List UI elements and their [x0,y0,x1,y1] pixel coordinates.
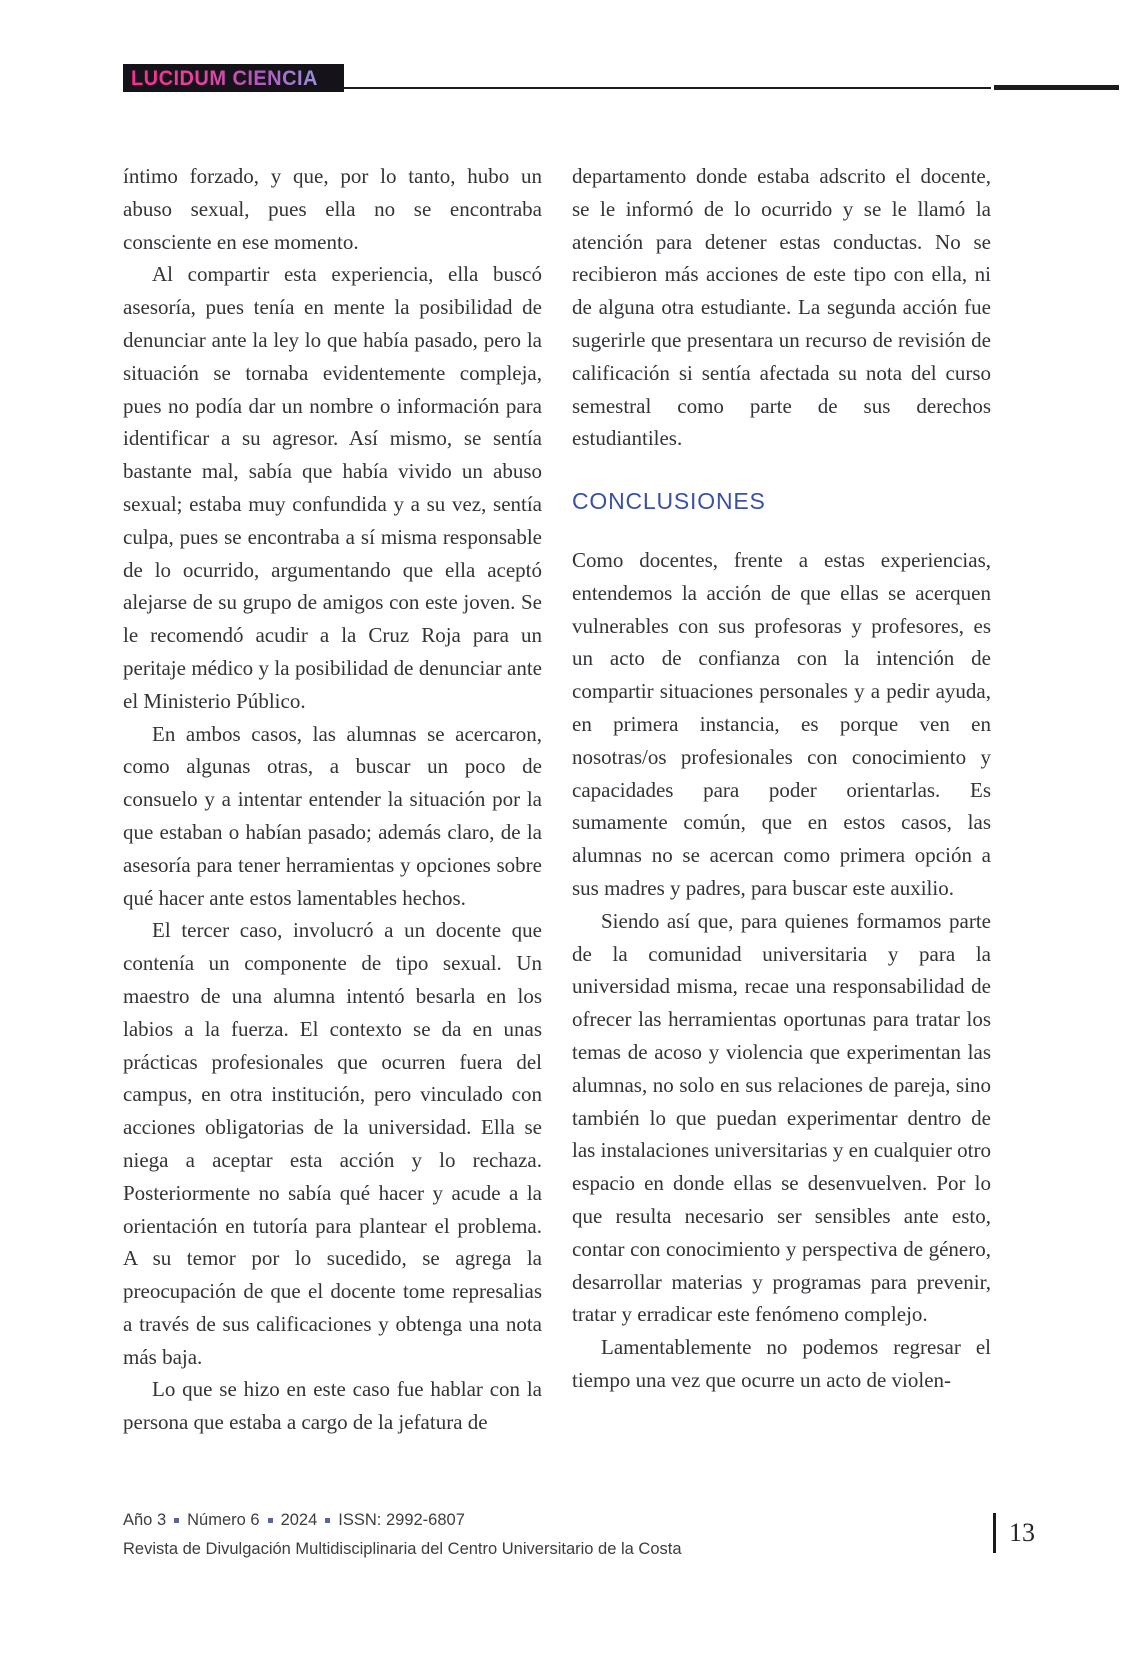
paragraph: Lamentablemente no podemos regresar el tiempo una vez que ocurre un acto de violen- [572,1335,991,1392]
paragraph: departamento donde estaba adscrito el docente, se le informó de lo ocurrido y se le llamó la atención para detener estas conductas. No se recibieron más acciones de este tipo con ella, ni de alguna otra estudiante. La segunda acción fue sugerirle que presentara un recurso de revisión de calificación si sentía afectada su nota del curso semestral como parte de sus derechos estudiantiles. [572,164,991,451]
right-column [572,160,991,1439]
paragraph: El tercer caso, involucró a un docente que contenía un componente de tipo sexual. Un maestro de una alumna intentó besarla en los labios a la fuerza. El contexto se da en unas prácticas profesionales que ocurren fuera del campus, en otra institución, pero vinculado con acciones obligatorias de la universidad. Ella se niega a aceptar esta acción y lo rechaza. Posteriormente no sabía qué hacer y acude a la orientación en tutoría para plantear el problema. A su temor por lo sucedido, se agrega la preocupación de que el docente tome represalias a través de sus calificaciones y obtenga una nota más baja. [123,918,542,1369]
square-separator-icon [174,1518,179,1523]
section-heading-conclusiones: CONCLUSIONES [572,488,766,515]
header-rule-thin [344,87,991,89]
journal-logo [123,64,344,92]
footer-journal-line: Revista de Divulgación Multidisciplinaria del Centro Universitario de la Costa [123,1540,682,1558]
paragraph: íntimo forzado, y que, por lo tanto, hubo un abuso sexual, pues ella no se encontraba consciente en ese momento. [123,164,542,254]
footer-meta-segment: Número 6 [187,1511,260,1529]
footer-meta-line [123,1506,682,1535]
square-separator-icon [268,1518,273,1523]
article-body [123,160,991,1439]
footer-meta-segment: ISSN: 2992-6807 [338,1511,465,1529]
paragraph: Como docentes, frente a estas experiencias, entendemos la acción de que ellas se acerquen vulnerables con sus profesoras y profesores, es un acto de confianza con la intención de compartir situaciones personales y a pedir ayuda, en primera instancia, es porque ven en nosotras/os profesionales con conocimiento y capacidades para poder orientarlas. Es sumamente común, que en estos casos, las alumnas no se acercan como primera opción a sus madres y padres, para buscar este auxilio. [572,547,991,900]
page-footer [123,1506,682,1564]
page-header [123,64,1119,92]
square-separator-icon [325,1518,330,1523]
paragraph: Siendo así que, para quienes formamos parte de la comunidad universitaria y para la universidad misma, recae una responsabilidad de ofrecer las herramientas oportunas para tratar los temas de acoso y violencia que experimentan las alumnas, no solo en sus relaciones de pareja, sino también lo que puedan experimentar dentro de las instalaciones universitarias y en cualquier otro espacio en donde ellas se desenvuelven. Por lo que resulta necesario ser sensibles ante esto, contar con conocimiento y perspectiva de género, desarrollar materias y programas para prevenir, tratar y erradicar este fenómeno complejo. [572,908,991,1327]
left-column [123,160,542,1439]
footer-meta-segment: Año 3 [123,1511,167,1529]
paragraph: Al compartir esta experiencia, ella buscó asesoría, pues tenía en mente la posibilidad de denunciar ante la ley lo que había pasado, pero la situación se tornaba evidentemente compleja, pues no podía dar un nombre o información para identificar a su agresor. Así mismo, se sentía bastante mal, sabía que había vivido un abuso sexual; estaba muy confundida y a su vez, sentía culpa, pues se encontraba a sí misma responsable de lo ocurrido, argumentando que ella aceptó alejarse de su grupo de amigos con este joven. Se le recomendó acudir a la Cruz Roja para un peritaje médico y la posibilidad de denunciar ante el Ministerio Público. [123,262,542,713]
header-rule-thick [994,85,1119,90]
footer-meta-segment: 2024 [280,1511,318,1529]
paragraph: Lo que se hizo en este caso fue hablar con la persona que estaba a cargo de la jefatura de [123,1377,542,1435]
paragraph: En ambos casos, las alumnas se acercaron, como algunas otras, a buscar un poco de consuelo y a intentar entender la situación por la que estaban o habían pasado; además claro, de la asesoría para tener herramientas y opciones sobre qué hacer ante estos lamentables hechos. [123,721,542,910]
page-number-block [993,1513,1035,1553]
journal-logo-text: LUCIDUM CIENCIA [131,65,318,90]
page-number-divider [993,1513,996,1553]
page-number: 13 [1009,1518,1035,1547]
